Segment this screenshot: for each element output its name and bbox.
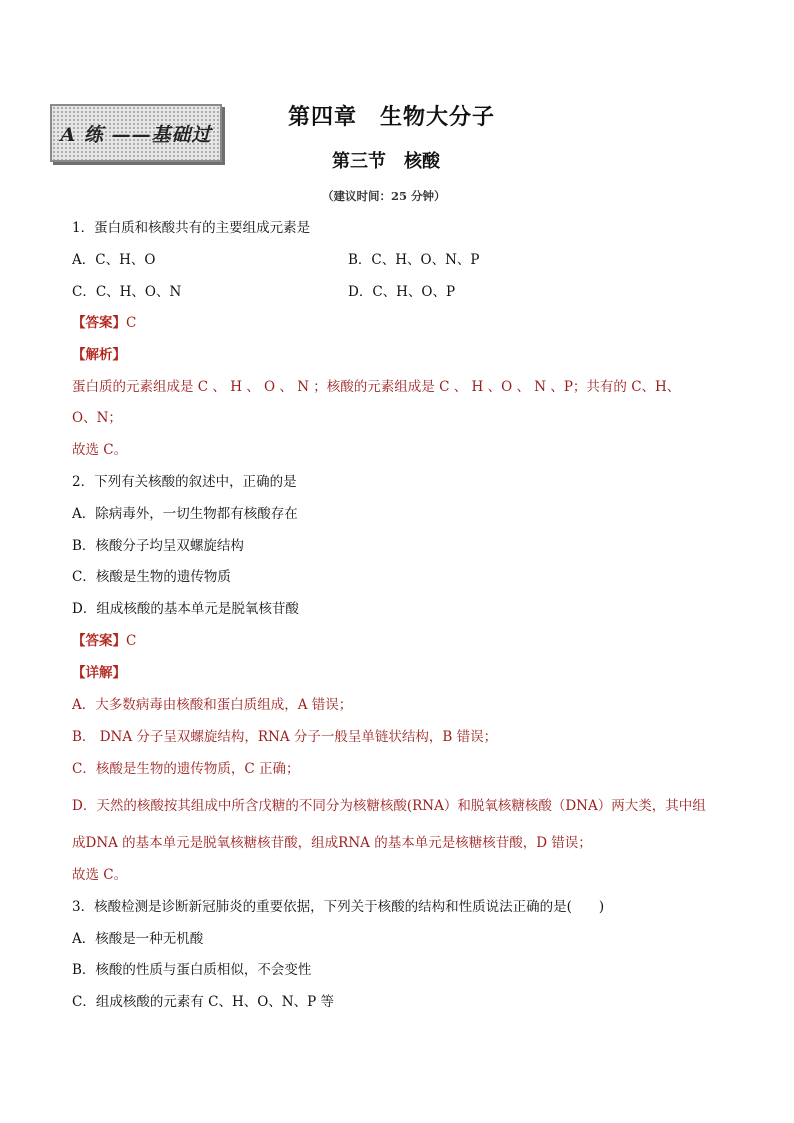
q2-detail-tag: 【详解】 [72,665,126,681]
answer-tag: 【答案】 [72,315,126,331]
badge-text: A 练 ——基础过 [60,123,212,146]
q1-analysis-tag: 【解析】 [72,347,126,363]
q2-detail-a: A．大多数病毒由核酸和蛋白质组成，A 错误； [72,697,353,713]
q1-option-d: D．C、H、O、P [348,284,456,300]
q2-option-d: D．组成核酸的基本单元是脱氧核苷酸 [72,601,299,617]
q2-detail-b: B． DNA 分子呈双螺旋结构，RNA 分子一般呈单链状结构，B 错误； [72,729,498,745]
practice-level-badge [50,104,222,162]
q3-option-a: A．核酸是一种无机酸 [72,931,204,947]
answer-tag: 【答案】 [72,633,126,649]
q1-stem: 1．蛋白质和核酸共有的主要组成元素是 [72,220,311,236]
q1-analysis-line2: O、N； [72,410,122,426]
q2-answer [72,632,136,650]
q2-conclusion: 故选 C。 [72,867,128,883]
q2-stem: 2．下列有关核酸的叙述中，正确的是 [72,474,297,490]
q1-option-c: C．C、H、O、N [72,284,182,300]
section-title: 第三节 核酸 [332,151,440,172]
q2-detail-d-line1: D．天然的核酸按其组成中所含戊糖的不同分为核糖核酸(RNA）和脱氧核糖核酸（DNA）两大类，其中组 [72,798,706,814]
q3-option-b: B．核酸的性质与蛋白质相似，不会变性 [72,962,312,978]
answer-value: C [126,315,137,331]
q3-stem: 3．核酸检测是诊断新冠肺炎的重要依据，下列关于核酸的结构和性质说法正确的是( ) [72,899,605,915]
q2-detail-d-line2: 成DNA 的基本单元是脱氧核糖核苷酸，组成RNA 的基本单元是核糖核苷酸，D 错误； [72,835,592,851]
suggested-time: （建议时间：25 分钟） [322,189,446,203]
answer-value: C [126,633,137,649]
q2-option-c: C．核酸是生物的遗传物质 [72,569,231,585]
q2-option-b: B．核酸分子均呈双螺旋结构 [72,538,244,554]
q2-detail-c: C．核酸是生物的遗传物质，C 正确； [72,761,300,777]
q1-conclusion: 故选 C。 [72,442,128,458]
q1-analysis-line1: 蛋白质的元素组成是 C 、 H 、 O 、 N ；核酸的元素组成是 C 、 H 、O 、 N 、P；共有的 C、H、 [72,379,681,395]
q1-option-a: A．C、H、O [72,252,156,268]
q1-option-b: B．C、H、O、N、P [348,252,480,268]
q3-option-c: C．组成核酸的元素有 C、H、O、N、P 等 [72,994,334,1010]
chapter-title: 第四章 生物大分子 [288,105,496,130]
q1-answer [72,314,136,332]
q2-option-a: A．除病毒外，一切生物都有核酸存在 [72,506,298,522]
